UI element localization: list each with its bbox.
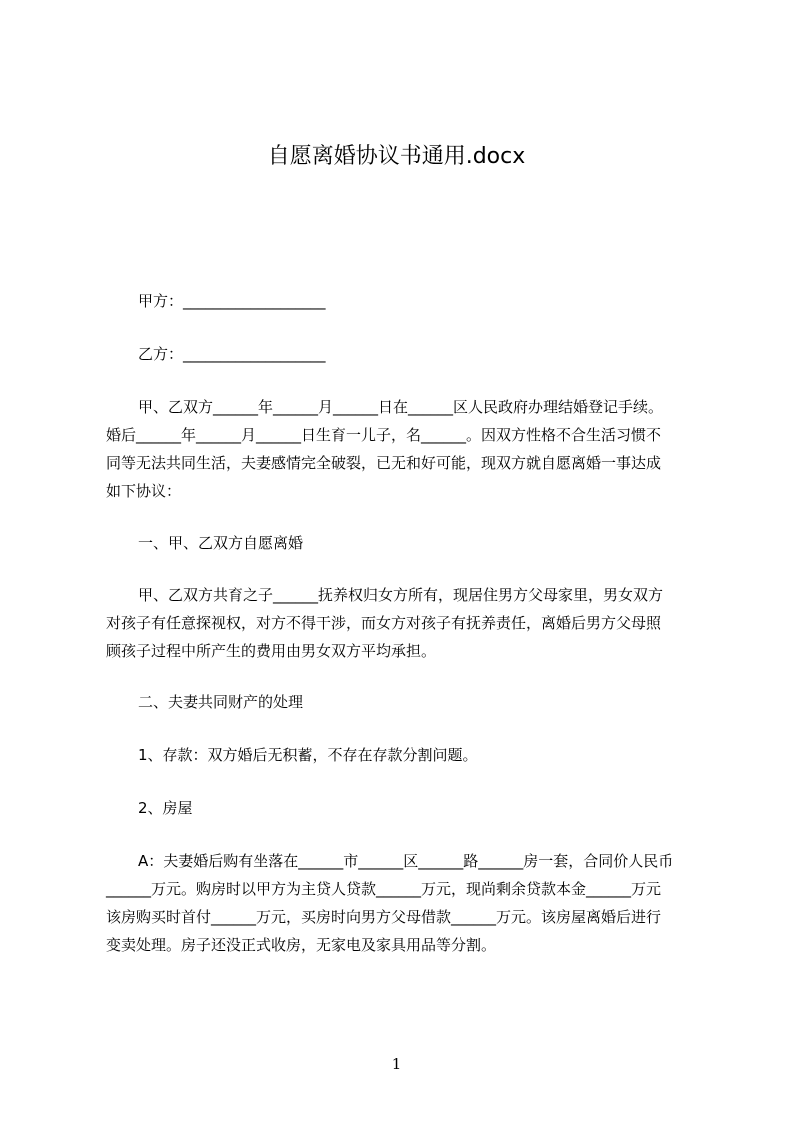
section1-heading: 一、甲、乙双方自愿离婚	[138, 534, 304, 552]
intro-line-4: 如下协议：	[106, 482, 182, 500]
house-item: 2、房屋	[138, 799, 193, 817]
section2-heading: 二、夫妻共同财产的处理	[138, 693, 304, 711]
section1-line-2: 对孩子有任意探视权，对方不得干涉，而女方对孩子有抚养责任，离婚后男方父母照	[106, 614, 662, 632]
savings-item: 1、存款：双方婚后无积蓄，不存在存款分割问题。	[138, 746, 478, 764]
section1-line-3: 顾孩子过程中所产生的费用由男女双方平均承担。	[106, 642, 437, 660]
party-a-line: 甲方：___________________	[138, 292, 326, 310]
section1-line-1: 甲、乙双方共育之子______抚养权归女方所有，现居住男方父母家里，男女双方	[138, 586, 664, 604]
house-line-4: 变卖处理。房子还没正式收房，无家电及家具用品等分割。	[106, 936, 497, 954]
document-title: 自愿离婚协议书通用.docx	[267, 144, 526, 169]
house-line-3: 该房购买时首付______万元，买房时向男方父母借款______万元。该房屋离婚后进行	[106, 908, 662, 926]
intro-line-1: 甲、乙双方______年______月______日在______区人民政府办理结婚登记手续。	[138, 398, 664, 416]
house-line-1: A：夫妻婚后购有坐落在______市______区______路______房一套，合同价人民币	[138, 852, 674, 870]
intro-line-3: 同等无法共同生活，夫妻感情完全破裂，已无和好可能，现双方就自愿离婚一事达成	[106, 454, 662, 472]
house-line-2: ______万元。购房时以甲方为主贷人贷款______万元，现尚剩余贷款本金______万元	[106, 880, 662, 898]
page-number: 1	[391, 1055, 402, 1073]
party-b-line: 乙方：___________________	[138, 345, 326, 363]
intro-line-2: 婚后______年______月______日生育一儿子，名______。因双方性格不合生活习惯不	[106, 426, 662, 444]
